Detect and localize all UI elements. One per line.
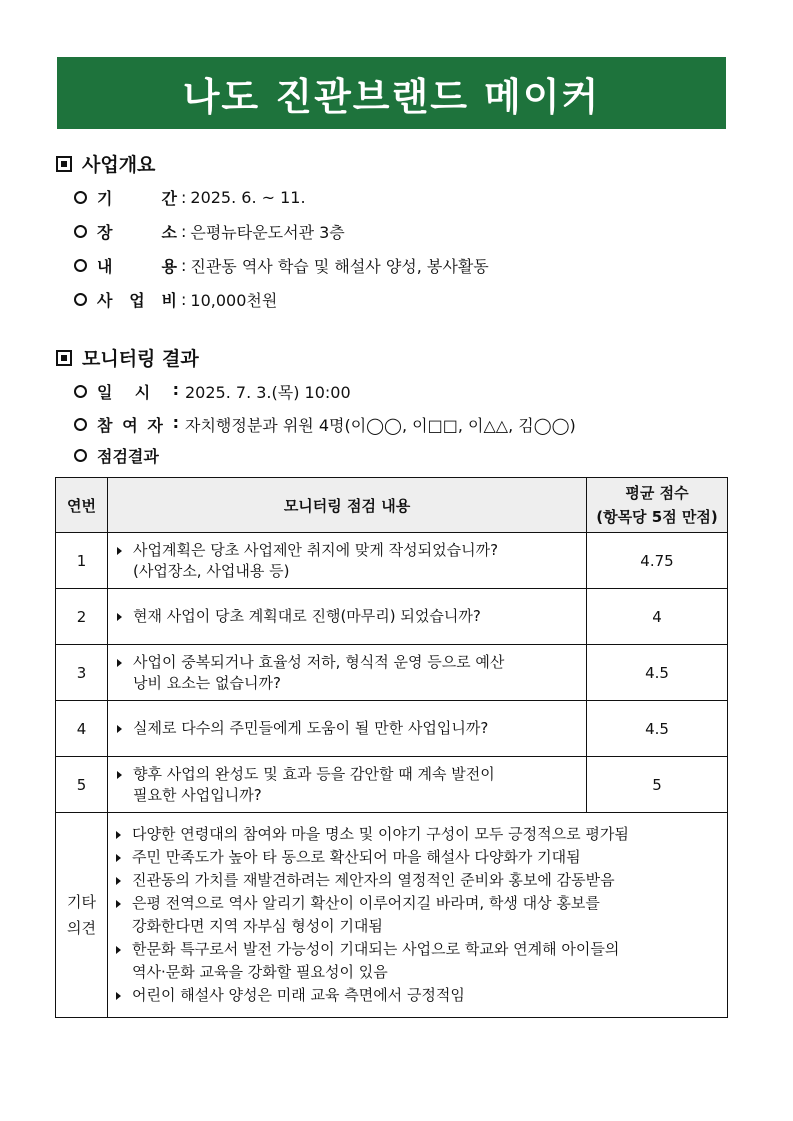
- row-content: 현재 사업이 당초 계획대로 진행(마무리) 되었습니까?: [108, 589, 587, 645]
- circle-bullet-icon: [74, 191, 87, 204]
- row-content: 사업계획은 당초 사업제안 취지에 맞게 작성되었습니까? (사업장소, 사업내용 등): [108, 533, 587, 589]
- overview-place-row: 장 소 : 은평뉴타운도서관 3층: [74, 220, 345, 243]
- row-content: 실제로 다수의 주민들에게 도움이 될 만한 사업입니까?: [108, 701, 587, 757]
- list-item: 한문화 특구로서 발전 가능성이 기대되는 사업으로 학교와 연계해 아이들의 역사·문화 교육을 강화할 필요성이 있음: [108, 938, 727, 984]
- monitoring-participants-value: 자치행정분과 위원 4명(이◯◯, 이□□, 이△△, 김◯◯): [185, 416, 576, 435]
- table-notes-row: [56, 813, 728, 1018]
- overview-content-value: 진관동 역사 학습 및 해설사 양성, 봉사활동: [190, 257, 489, 276]
- list-item: 어린이 해설사 양성은 미래 교육 측면에서 긍정적임: [108, 984, 727, 1007]
- results-table: [55, 477, 728, 1018]
- circle-bullet-icon: [74, 418, 87, 431]
- overview-period-value: 2025. 6. ~ 11.: [190, 188, 306, 207]
- monitoring-results-label: 점검결과: [97, 447, 159, 466]
- row-content: 사업이 중복되거나 효율성 저하, 형식적 운영 등으로 예산 낭비 요소는 없습니까?: [108, 645, 587, 701]
- monitoring-heading: 모니터링 결과: [56, 344, 199, 371]
- triangle-bullet-icon: [116, 831, 121, 839]
- triangle-bullet-icon: [116, 946, 121, 954]
- monitoring-datetime-label: 일 시 :: [97, 380, 179, 402]
- row-score: 4.5: [587, 701, 728, 757]
- overview-place-label: 장 소: [97, 223, 177, 242]
- triangle-bullet-icon: [117, 613, 122, 621]
- row-score: 4.75: [587, 533, 728, 589]
- overview-period-row: 기 간 : 2025. 6. ~ 11.: [74, 186, 306, 209]
- row-no: 3: [56, 645, 108, 701]
- circle-bullet-icon: [74, 259, 87, 272]
- monitoring-participants-label: 참 여 자 :: [97, 413, 179, 435]
- square-bullet-icon: [56, 156, 72, 172]
- table-row: [56, 533, 728, 589]
- header-score: 평균 점수 (항목당 5점 만점): [587, 478, 728, 533]
- triangle-bullet-icon: [117, 659, 122, 667]
- monitoring-datetime-row: [74, 380, 351, 403]
- triangle-bullet-icon: [116, 900, 121, 908]
- triangle-bullet-icon: [117, 771, 122, 779]
- page-title-banner: [57, 57, 726, 129]
- row-score: 5: [587, 757, 728, 813]
- circle-bullet-icon: [74, 385, 87, 398]
- notes-label: 기타 의견: [56, 813, 108, 1018]
- overview-budget-label: 사 업 비: [97, 291, 177, 310]
- monitoring-datetime-value: 2025. 7. 3.(목) 10:00: [185, 383, 351, 402]
- circle-bullet-icon: [74, 225, 87, 238]
- table-row: [56, 757, 728, 813]
- row-no: 4: [56, 701, 108, 757]
- overview-budget-row: 사 업 비 : 10,000천원: [74, 288, 277, 311]
- list-item: 다양한 연령대의 참여와 마을 명소 및 이야기 구성이 모두 긍정적으로 평가됨: [108, 823, 727, 846]
- overview-content-label: 내 용: [97, 257, 177, 276]
- triangle-bullet-icon: [116, 854, 121, 862]
- circle-bullet-icon: [74, 449, 87, 462]
- monitoring-participants-row: [74, 413, 576, 436]
- overview-place-value: 은평뉴타운도서관 3층: [190, 223, 345, 242]
- row-score: 4.5: [587, 645, 728, 701]
- monitoring-results-row: [74, 444, 159, 467]
- row-content: 향후 사업의 완성도 및 효과 등을 감안할 때 계속 발전이 필요한 사업입니까?: [108, 757, 587, 813]
- triangle-bullet-icon: [116, 992, 121, 1000]
- overview-content-row: 내 용 : 진관동 역사 학습 및 해설사 양성, 봉사활동: [74, 254, 489, 277]
- circle-bullet-icon: [74, 293, 87, 306]
- row-score: 4: [587, 589, 728, 645]
- row-no: 1: [56, 533, 108, 589]
- overview-budget-value: 10,000천원: [190, 291, 278, 310]
- notes-content: [108, 813, 728, 1018]
- triangle-bullet-icon: [117, 725, 122, 733]
- triangle-bullet-icon: [116, 877, 121, 885]
- page-title: 나도 진관브랜드 메이커: [182, 74, 601, 119]
- row-no: 5: [56, 757, 108, 813]
- header-no: 연번: [56, 478, 108, 533]
- table-header-row: [56, 478, 728, 533]
- square-bullet-icon: [56, 350, 72, 366]
- header-content: 모니터링 점검 내용: [108, 478, 587, 533]
- table-row: [56, 645, 728, 701]
- overview-period-label: 기 간: [97, 189, 177, 208]
- list-item: 은평 전역으로 역사 알리기 확산이 이루어지길 바라며, 학생 대상 홍보를 강화한다면 지역 자부심 형성이 기대됨: [108, 892, 727, 938]
- table-row: [56, 589, 728, 645]
- list-item: 주민 만족도가 높아 타 동으로 확산되어 마을 해설사 다양화가 기대됨: [108, 846, 727, 869]
- overview-heading: 사업개요: [56, 150, 155, 177]
- row-no: 2: [56, 589, 108, 645]
- table-row: [56, 701, 728, 757]
- list-item: 진관동의 가치를 재발견하려는 제안자의 열정적인 준비와 홍보에 감동받음: [108, 869, 727, 892]
- triangle-bullet-icon: [117, 547, 122, 555]
